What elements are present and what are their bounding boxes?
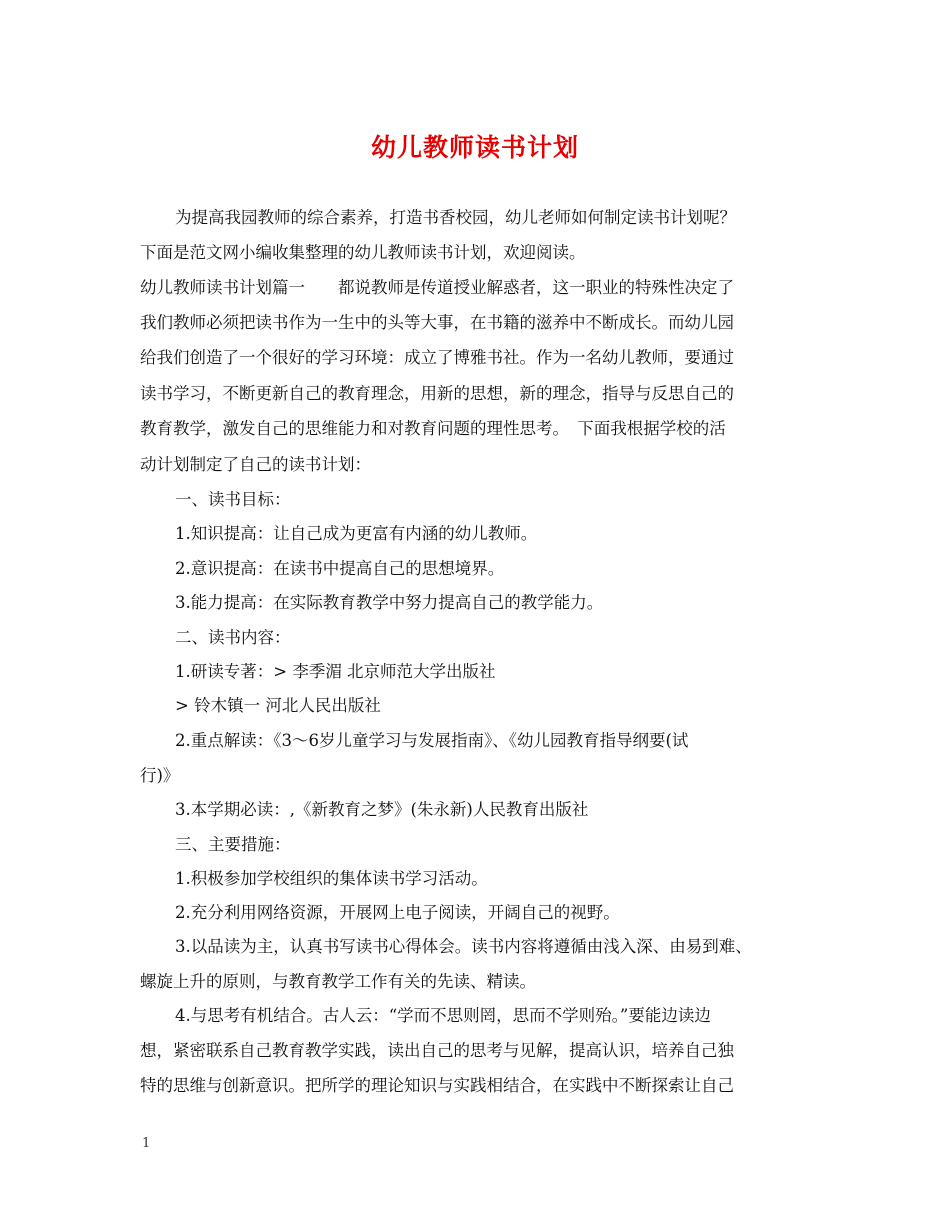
list-item: 3.能力提高：在实际教育教学中努力提高自己的教学能力。 [175,593,604,612]
paragraph-line: 为提高我园教师的综合素养，打造书香校园，幼儿老师如何制定读书计划呢？ [175,208,736,227]
document-title: 幼儿教师读书计划 [370,133,579,162]
paragraph-line: 给我们创造了一个很好的学习环境：成立了博雅书社。作为一名幼儿教师，要通过 [140,348,734,367]
paragraph-line: 我们教师必须把读书作为一生中的头等大事，在书籍的滋养中不断成长。而幼儿园 [140,313,734,332]
list-item: 2.意识提高：在读书中提高自己的思想境界。 [175,559,505,578]
list-item: 1.研读专著：> 李季湄 北京师范大学出版社 [175,662,496,681]
list-item: 1.积极参加学校组织的集体读书学习活动。 [175,869,488,888]
list-item: 1.知识提高：让自己成为更富有内涵的幼儿教师。 [175,524,538,543]
paragraph-line: 想，紧密联系自己教育教学实践，读出自己的思考与见解，提高认识，培养自己独 [140,1041,734,1060]
paragraph-line: 幼儿教师读书计划篇一 都说教师是传道授业解惑者，这一职业的特殊性决定了 [140,278,734,297]
paragraph-line: 动计划制定了自己的读书计划： [140,455,371,474]
paragraph-line: 螺旋上升的原则，与教育教学工作有关的先读、精读。 [140,972,536,991]
list-item: 4.与思考有机结合。古人云：“学而不思则罔，思而不学则殆。”要能边读边 [175,1006,711,1025]
paragraph-line: 教育教学，激发自己的思维能力和对教育问题的理性思考。 下面我根据学校的活 [140,419,726,438]
list-item: 2.充分利用网络资源，开展网上电子阅读，开阔自己的视野。 [175,903,620,922]
section-heading: 二、读书内容： [175,628,291,647]
list-item: > 铃木镇一 河北人民出版社 [175,696,381,715]
page-number: 1 [142,1136,151,1151]
paragraph-line: 下面是范文网小编收集整理的幼儿教师读书计划，欢迎阅读。 [140,243,586,262]
section-heading: 一、读书目标： [175,490,291,509]
list-item: 3.以品读为主，认真书写读书心得体会。读书内容将遵循由浅入深、由易到难、 [175,937,752,956]
paragraph-line: 行)》 [140,766,180,785]
list-item: 2.重点解读：《3～6岁儿童学习与发展指南》、《幼儿园教育指导纲要(试 [175,731,689,750]
paragraph-line: 读书学习，不断更新自己的教育理念，用新的思想，新的理念，指导与反思自己的 [140,384,734,403]
paragraph-line: 特的思维与创新意识。把所学的理论知识与实践相结合，在实践中不断探索让自己 [140,1076,734,1095]
list-item: 3.本学期必读：,《新教育之梦》(朱永新)人民教育出版社 [175,800,589,819]
section-heading: 三、主要措施： [175,835,291,854]
